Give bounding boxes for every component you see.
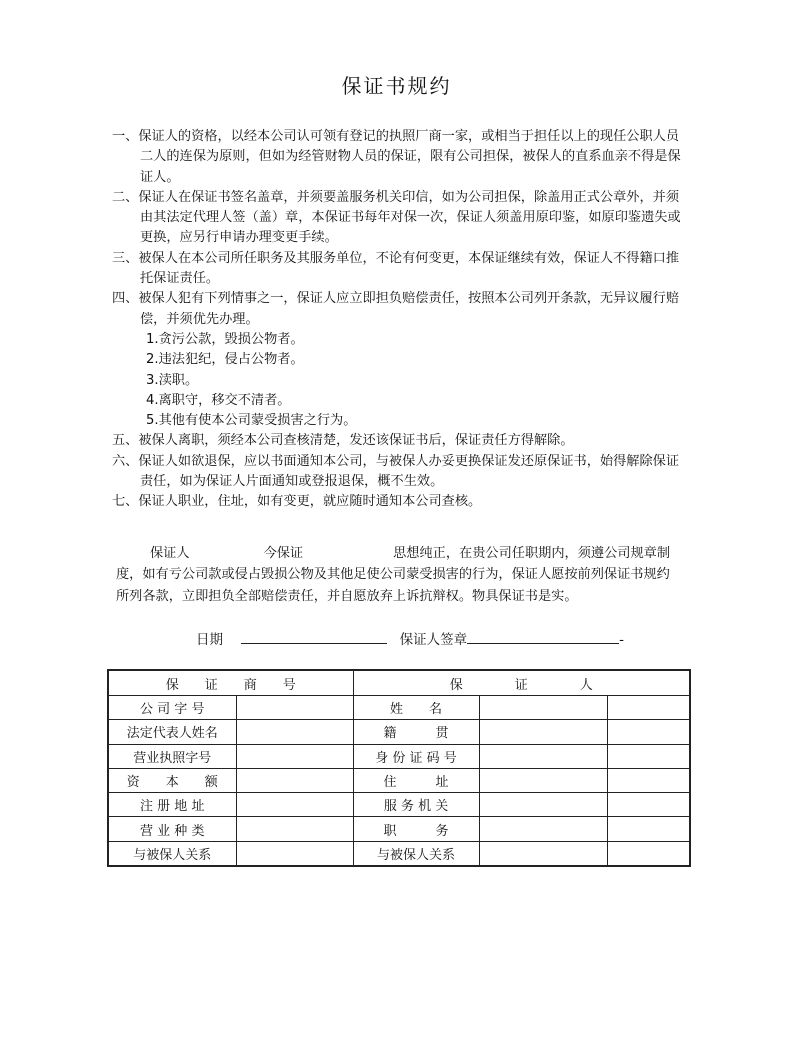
person-label: 职 务	[353, 817, 479, 841]
clause-4-item-3: 3.渎职。	[146, 372, 199, 388]
clause-6: 六、保证人如欲退保，应以书面通知本公司，与被保人办妥更换保证发还原保证书，始得解除保证责任，如为保证人片面通知或登报退保，概不生效。	[112, 453, 680, 490]
clause-4-item-5: 5.其他有使本公司蒙受损害之行为。	[146, 413, 357, 429]
company-value-cell[interactable]	[236, 817, 353, 841]
person-extra-cell[interactable]	[607, 720, 690, 744]
signature-label: 保证人签章	[399, 632, 468, 648]
guarantee-table	[107, 669, 691, 867]
company-label: 公 司 字 号	[108, 696, 236, 720]
person-extra-cell[interactable]	[607, 744, 690, 768]
company-value-cell[interactable]	[236, 793, 353, 817]
person-value-cell[interactable]	[479, 744, 607, 768]
company-value-cell[interactable]	[236, 744, 353, 768]
person-label: 服 务 机 关	[353, 793, 479, 817]
table-row	[108, 768, 690, 792]
clause-4-item-2: 2.违法犯纪，侵占公物者。	[146, 352, 304, 368]
table-row	[108, 696, 690, 720]
date-field[interactable]	[241, 629, 387, 644]
person-value-cell[interactable]	[479, 841, 607, 866]
clause-2: 二、保证人在保证书签名盖章，并须要盖服务机关印信，如为公司担保，除盖用正式公章外，并须由其法定代理人签（盖）章，本保证书每年对保一次，保证人须盖用原印鉴，如原印鉴遗失或更换，应另行申请办理变更手续。	[112, 189, 681, 246]
person-label: 住 址	[353, 768, 479, 792]
document-title: 保证书规约	[341, 74, 452, 98]
person-extra-cell[interactable]	[607, 768, 690, 792]
table-row	[108, 817, 690, 841]
table-row	[108, 793, 690, 817]
person-extra-cell[interactable]	[607, 793, 690, 817]
company-label: 营 业 种 类	[108, 817, 236, 841]
person-value-cell[interactable]	[479, 793, 607, 817]
company-label: 营业执照字号	[108, 744, 236, 768]
company-label: 注 册 地 址	[108, 793, 236, 817]
person-label: 籍 贯	[353, 720, 479, 744]
person-label: 姓 名	[353, 696, 479, 720]
person-value-cell[interactable]	[479, 817, 607, 841]
company-label: 资 本 额	[108, 768, 236, 792]
pledge-guarantee-label: 今保证	[263, 546, 304, 561]
guarantor-company-header: 保 证 商 号	[108, 670, 353, 696]
company-value-cell[interactable]	[236, 841, 353, 866]
table-row	[108, 744, 690, 768]
signature-line-end: -	[619, 632, 624, 648]
signature-field[interactable]	[467, 629, 619, 644]
person-extra-cell[interactable]	[607, 841, 690, 866]
company-value-cell[interactable]	[236, 768, 353, 792]
person-extra-cell[interactable]	[607, 696, 690, 720]
table-row	[108, 841, 690, 866]
table-row	[108, 720, 690, 744]
person-extra-cell[interactable]	[607, 817, 690, 841]
clause-5: 五、被保人离职，须经本公司查核清楚，发还该保证书后，保证责任方得解除。	[112, 433, 574, 449]
pledge-guarantor-label: 保证人	[150, 546, 190, 561]
clause-4-item-1: 1.贪污公款，毁损公物者。	[146, 331, 304, 347]
clauses	[112, 127, 687, 513]
company-label: 与被保人关系	[108, 841, 236, 866]
table-header-row	[108, 670, 690, 696]
person-label: 身 份 证 码 号	[353, 744, 479, 768]
clause-4: 四、被保人犯有下列情事之一，保证人应立即担负赔偿责任，按照本公司列开条款，无异议履行赔偿，并须优先办理。	[112, 291, 680, 327]
company-value-cell[interactable]	[236, 696, 353, 720]
person-value-cell[interactable]	[479, 720, 607, 744]
clause-3: 三、被保人在本公司所任职务及其服务单位，不论有何变更，本保证继续有效，保证人不得籍口推托保证责任。	[112, 250, 680, 287]
date-signature-line	[196, 628, 636, 648]
clause-4-item-4: 4.离职守，移交不清者。	[146, 392, 291, 408]
pledge-body: 思想纯正，在贵公司任职期内，须遵公司规章制度，如有亏公司款或侵占毁损公物及其他足使公司蒙受损害的行为，保证人愿按前列保证书规约所列各款，立即担负全部赔偿责任，并自愿放弃上诉抗辩权。物具保证书是实。	[116, 546, 671, 604]
clause-7: 七、保证人职业，住址，如有变更，就应随时通知本公司查核。	[112, 494, 482, 510]
person-label: 与被保人关系	[353, 841, 479, 866]
clause-1: 一、保证人的资格，以经本公司认可领有登记的执照厂商一家，或相当于担任以上的现任公职人员二人的连保为原则，但如为经管财物人员的保证，限有公司担保，被保人的直系血亲不得是保证人。	[112, 129, 681, 185]
company-value-cell[interactable]	[236, 720, 353, 744]
date-label: 日期	[196, 632, 223, 648]
person-value-cell[interactable]	[479, 768, 607, 792]
guarantor-person-header: 保 证 人	[353, 670, 690, 696]
pledge-paragraph	[116, 543, 682, 607]
company-label: 法定代表人姓名	[108, 720, 236, 744]
person-value-cell[interactable]	[479, 696, 607, 720]
